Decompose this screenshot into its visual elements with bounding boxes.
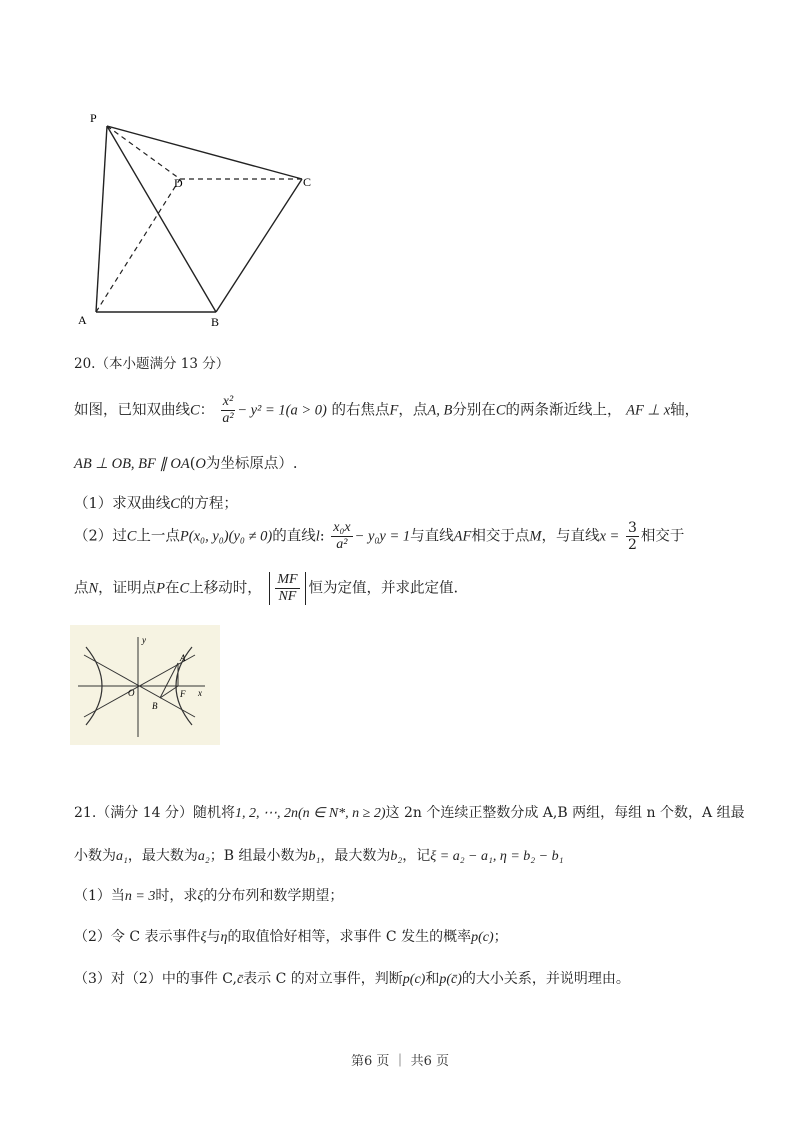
q20-line1 (74, 394, 699, 427)
q20-math: AB ⊥ OB, BF ∥ OA (74, 456, 190, 472)
q20-var: C (190, 402, 200, 419)
q21-text: 的取值恰好相等，求事件 C 发生的概率 (227, 929, 472, 945)
q20-math: AF (453, 528, 472, 545)
q20-abs-fraction: $\frac{MF}{NF}$ (269, 572, 305, 605)
q20-text: （1）求双曲线 (74, 496, 171, 512)
label-B: B (211, 315, 220, 329)
q21-math: (n ∈ N*, n ≥ 2) (297, 806, 386, 821)
q21-math: p(c) (471, 930, 494, 945)
q21-math: 1, 2, ⋯, 2n (234, 806, 298, 821)
q21-math: ξ (200, 930, 207, 945)
q20-math: − y₀y = 1 (354, 528, 411, 545)
q20-part3 (74, 572, 458, 605)
q20-var: M (529, 528, 542, 545)
label-A: A (78, 313, 87, 327)
q21-math: n = 3 (124, 889, 156, 904)
q20-text: 上移动时， (189, 580, 262, 597)
q21-text: 小数为 (74, 848, 116, 864)
q20-text: 上一点 (136, 528, 180, 545)
hyperbola-figure (70, 625, 220, 745)
edge-PD (107, 126, 180, 179)
q21-text: 时，求 (155, 888, 198, 904)
q21-text: 的大小关系，并说明理由。 (461, 971, 630, 987)
pyramid-figure (70, 100, 330, 335)
q20-text: 的右焦点 (331, 402, 390, 419)
q20-var: A, B (427, 402, 453, 419)
q20-text: 分别在 (452, 402, 496, 419)
q21-math: η (220, 930, 228, 945)
q20-math: x = (599, 528, 620, 545)
q20-var: P (156, 580, 166, 597)
q20-header: 20.（本小题满分 13 分） (74, 356, 230, 372)
q20-text: 的两条渐近线上， (505, 402, 622, 419)
q20-var: F (389, 402, 399, 419)
q20-var: C (126, 528, 137, 545)
q20-text: ，证明点 (98, 580, 157, 597)
q20-text: 轴， (670, 402, 700, 419)
q20-var: C (495, 402, 506, 419)
label-B: B (152, 701, 158, 711)
q20-var: C (170, 496, 180, 512)
label-O: O (128, 688, 135, 698)
q21-math: a₂ (197, 849, 210, 864)
q21-text: ；B 组最小数为 (209, 848, 309, 864)
q20-text: 的直线 (272, 528, 316, 545)
q20-text: ，点 (398, 402, 428, 419)
q21-part1 (74, 885, 343, 905)
q21-text: ，最大数为 (127, 848, 198, 864)
q20-text: ： (199, 402, 215, 419)
q21-text: 21.（满分 14 分）随机将 (74, 805, 235, 821)
q20-text: 相交于 (640, 528, 685, 545)
q21-text: 与 (206, 929, 221, 945)
q20-text: 相交于点 (471, 528, 530, 545)
q21-text: ； (493, 929, 508, 945)
q20-text: 与直线 (410, 528, 454, 545)
q21-math: ξ (197, 889, 204, 904)
q20-text: ( (189, 456, 196, 472)
q21-text: 和 (425, 971, 440, 987)
q20-text: ，与直线 (541, 528, 600, 545)
q20-math: AF ⊥ x (626, 402, 671, 419)
q20-text: 在 (165, 580, 180, 597)
q21-math: ξ = a₂ − a₁, η = b₂ − b₁ (430, 849, 564, 864)
label-A: A (180, 653, 186, 663)
q20-text: 恒为定值，并求此定值. (308, 580, 459, 597)
q21-math: b₂ (390, 849, 403, 864)
q21-line1 (74, 802, 745, 822)
q20-line2 (74, 452, 297, 473)
q20-text: 点 (74, 580, 89, 597)
q20-fraction: $\frac{3}{2}$ (627, 520, 637, 553)
q20-var: O (195, 456, 206, 472)
label-y: y (142, 635, 146, 645)
q21-text: 这 2n 个连续正整数分成 A,B 两组，每组 n 个数，A 组最 (385, 805, 745, 821)
q21-text: 的分布列和数学期望； (203, 888, 344, 904)
page-footer: 第6 页 ｜ 共6 页 (350, 1054, 450, 1069)
q20-text: 的方程； (179, 496, 238, 512)
q20-text: 为坐标原点）. (205, 456, 298, 472)
q20-part1 (74, 492, 238, 513)
q20-fraction: $\frac{\text{x₀x}}{\text{a²}}$ (333, 520, 351, 552)
edge-PC (107, 126, 302, 179)
q21-text: ，最大数为 (320, 848, 391, 864)
label-P: P (90, 111, 97, 125)
q21-line2 (74, 845, 563, 865)
q21-text: ，记 (402, 848, 431, 864)
q20-var: N (88, 580, 99, 597)
edge-PA (96, 126, 107, 312)
q21-text: （3）对（2）中的事件 C, (74, 971, 237, 987)
q20-var: C (179, 580, 190, 597)
q21-math: p(c) (402, 972, 426, 987)
edge-PB (107, 126, 216, 312)
q20-text: : (319, 528, 325, 545)
label-F: F (180, 689, 186, 699)
q21-math: p(c̄) (439, 972, 462, 987)
label-C: C (303, 175, 312, 189)
edge-BC (216, 179, 302, 312)
q20-part2 (74, 520, 684, 553)
q20-math: P(x₀, y₀)(y₀ ≠ 0) (179, 528, 273, 545)
q21-math: c̄ (236, 972, 244, 987)
q20-fraction: $\frac{\text{x²}}{\text{a²}}$ (222, 394, 234, 426)
q21-text: 表示 C 的对立事件，判断 (243, 971, 403, 987)
q20-math: − y² = 1(a > 0) (237, 402, 327, 419)
label-D: D (174, 176, 183, 190)
q21-part2 (74, 926, 508, 946)
q21-part3 (74, 968, 630, 988)
q21-text: （2）令 C 表示事件 (74, 929, 201, 945)
q20-var: l (315, 528, 320, 545)
q21-math: a₁ (116, 849, 128, 864)
edge-AD (96, 179, 180, 312)
q21-text: （1）当 (74, 888, 125, 904)
q20-text: （2）过 (74, 528, 127, 545)
q21-math: b₁ (308, 849, 321, 864)
label-x: x (198, 688, 202, 698)
q20-text: 如图，已知双曲线 (74, 402, 190, 419)
